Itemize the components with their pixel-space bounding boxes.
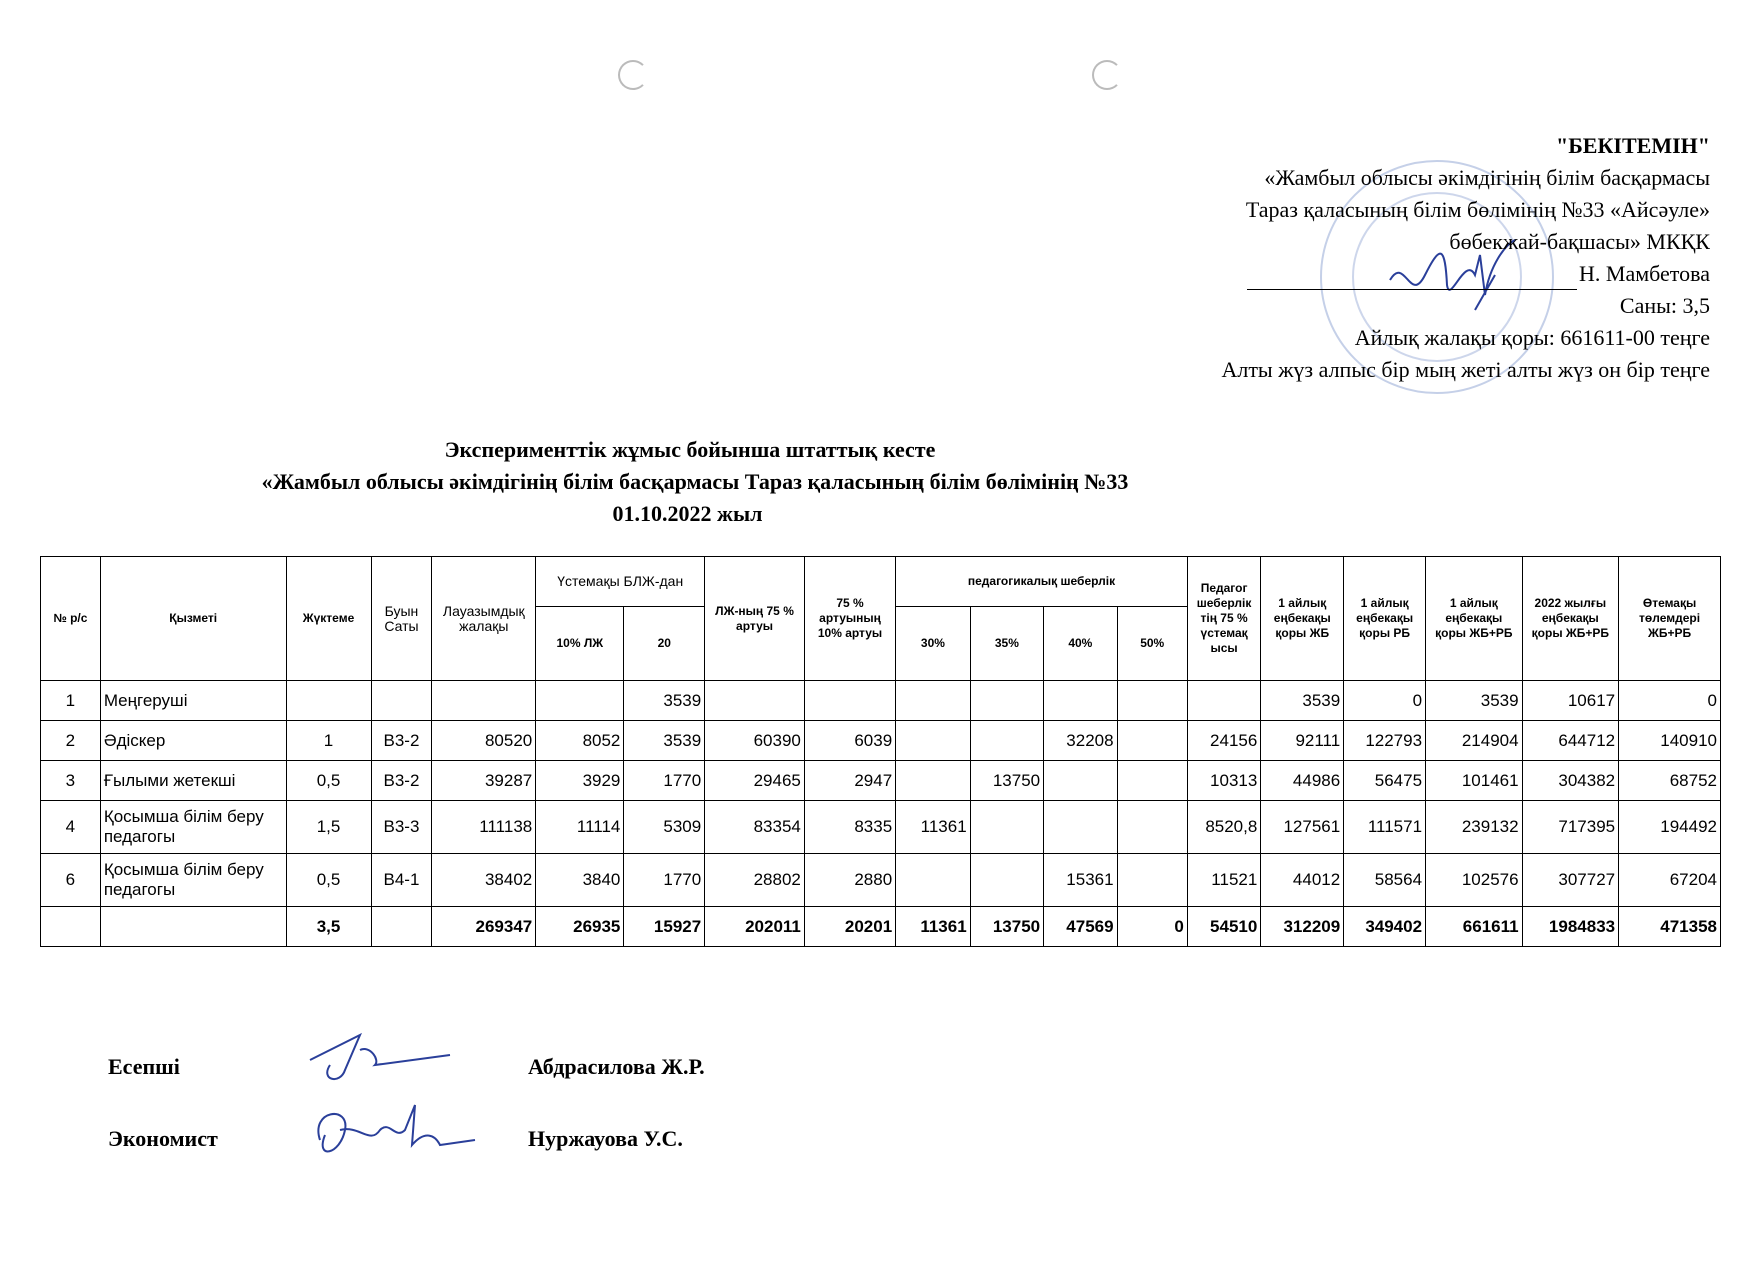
approval-fund-words: Алты жүз алпыс бір мың жеті алты жүз он бір теңге	[1221, 357, 1710, 382]
cell-p35: 13750	[970, 907, 1043, 947]
cell-load: 0,5	[286, 854, 371, 907]
cell-lzh75: 83354	[705, 801, 805, 854]
cell-lzh75: 28802	[705, 854, 805, 907]
cell-jb: 127561	[1261, 801, 1344, 854]
scan-artifact	[618, 60, 648, 90]
cell-salary	[432, 681, 536, 721]
cell-y2022: 304382	[1522, 761, 1619, 801]
cell-rb: 56475	[1344, 761, 1426, 801]
cell-position: Қосымша білім беру педагогы	[100, 801, 286, 854]
cell-inc75: 2880	[804, 854, 895, 907]
cell-rb: 58564	[1344, 854, 1426, 907]
header-fund-2022: 2022 жылғы еңбекақы қоры ЖБ+РБ	[1522, 557, 1619, 681]
cell-p50	[1117, 761, 1187, 801]
cell-num: 3	[41, 761, 101, 801]
header-compensation: Өтемақы төлемдері ЖБ+РБ	[1619, 557, 1721, 681]
cell-jb: 44986	[1261, 761, 1344, 801]
cell-num	[41, 907, 101, 947]
cell-p50	[1117, 801, 1187, 854]
cell-position: Меңгеруші	[100, 681, 286, 721]
cell-salary: 80520	[432, 721, 536, 761]
cell-p30	[896, 721, 971, 761]
cell-p35	[970, 721, 1043, 761]
header-num: № р/с	[41, 557, 101, 681]
cell-p30	[896, 761, 971, 801]
cell-p30: 11361	[896, 907, 971, 947]
cell-y2022: 717395	[1522, 801, 1619, 854]
cell-jbrb: 102576	[1426, 854, 1523, 907]
cell-grade	[371, 681, 432, 721]
table-body	[41, 681, 1721, 947]
approval-signer-line	[910, 258, 1710, 290]
approval-org-line2: Тараз қаласының білім бөлімінің №33 «Айсәуле»	[1245, 197, 1710, 222]
header-bonus-group: Үстемақы БЛЖ-дан	[536, 557, 705, 607]
cell-grade: В3-2	[371, 721, 432, 761]
cell-p30: 11361	[896, 801, 971, 854]
cell-p40: 15361	[1044, 854, 1117, 907]
cell-y2022: 10617	[1522, 681, 1619, 721]
accountant-signature	[300, 1025, 460, 1085]
header-p50: 50%	[1117, 607, 1187, 681]
table-row	[41, 854, 1721, 907]
approval-block	[910, 130, 1710, 386]
approval-signer: Н. Мамбетова	[1579, 261, 1710, 286]
cell-num: 4	[41, 801, 101, 854]
approval-heading: "БЕКІТЕМІН"	[1556, 133, 1710, 158]
cell-grade: В4-1	[371, 854, 432, 907]
cell-b20: 1770	[624, 761, 705, 801]
cell-p40	[1044, 681, 1117, 721]
title-line1: Эксперименттік жұмыс бойынша штаттық кесте	[444, 437, 936, 462]
cell-jb: 3539	[1261, 681, 1344, 721]
cell-comp: 67204	[1619, 854, 1721, 907]
cell-ped75: 11521	[1187, 854, 1260, 907]
cell-b10	[536, 681, 624, 721]
cell-b20: 5309	[624, 801, 705, 854]
cell-ped75: 8520,8	[1187, 801, 1260, 854]
cell-b20: 15927	[624, 907, 705, 947]
header-position: Қызметі	[100, 557, 286, 681]
cell-comp: 471358	[1619, 907, 1721, 947]
cell-load: 0,5	[286, 761, 371, 801]
cell-position: Қосымша білім беру педагогы	[100, 854, 286, 907]
cell-p50: 0	[1117, 907, 1187, 947]
cell-comp: 140910	[1619, 721, 1721, 761]
cell-b10: 26935	[536, 907, 624, 947]
cell-position: Ғылыми жетекші	[100, 761, 286, 801]
header-p30: 30%	[896, 607, 971, 681]
table-row	[41, 801, 1721, 854]
cell-p35	[970, 801, 1043, 854]
cell-p40	[1044, 801, 1117, 854]
cell-p30	[896, 854, 971, 907]
cell-salary: 111138	[432, 801, 536, 854]
header-lzh75: ЛЖ-ның 75 % артуы	[705, 557, 805, 681]
cell-p50	[1117, 721, 1187, 761]
header-bonus-20: 20	[624, 607, 705, 681]
header-fund-rb: 1 айлық еңбекақы қоры РБ	[1344, 557, 1426, 681]
cell-ped75: 10313	[1187, 761, 1260, 801]
cell-p35	[970, 854, 1043, 907]
approval-count: Саны: 3,5	[1619, 293, 1710, 318]
cell-grade: В3-2	[371, 761, 432, 801]
cell-rb: 0	[1344, 681, 1426, 721]
header-bonus-10: 10% ЛЖ	[536, 607, 624, 681]
header-p35: 35%	[970, 607, 1043, 681]
cell-jb: 44012	[1261, 854, 1344, 907]
cell-rb: 349402	[1344, 907, 1426, 947]
cell-num: 2	[41, 721, 101, 761]
cell-b20: 3539	[624, 681, 705, 721]
cell-jbrb: 239132	[1426, 801, 1523, 854]
staff-schedule-table	[40, 556, 1721, 947]
table-row	[41, 761, 1721, 801]
cell-b10: 3840	[536, 854, 624, 907]
cell-comp: 194492	[1619, 801, 1721, 854]
header-p40: 40%	[1044, 607, 1117, 681]
cell-p40: 32208	[1044, 721, 1117, 761]
header-ped75: Педагог шеберлік тің 75 % үстемақ ысы	[1187, 557, 1260, 681]
header-fund-jbrb: 1 айлық еңбекақы қоры ЖБ+РБ	[1426, 557, 1523, 681]
cell-p50	[1117, 854, 1187, 907]
cell-b20: 3539	[624, 721, 705, 761]
cell-num: 6	[41, 854, 101, 907]
cell-b10: 8052	[536, 721, 624, 761]
approval-org-line3: бөбекжай-бақшасы» МКҚК	[1449, 229, 1710, 254]
economist-name: Нуржауова У.С.	[528, 1126, 683, 1151]
cell-b20: 1770	[624, 854, 705, 907]
header-salary: Лауазымдық жалақы	[432, 557, 536, 681]
approval-fund: Айлық жалақы қоры: 661611-00 теңге	[1354, 325, 1710, 350]
cell-load: 3,5	[286, 907, 371, 947]
header-load: Жүктеме	[286, 557, 371, 681]
cell-jbrb: 3539	[1426, 681, 1523, 721]
table-row	[41, 721, 1721, 761]
document-title	[60, 434, 1460, 530]
accountant-name: Абдрасилова Ж.Р.	[528, 1054, 705, 1079]
cell-y2022: 644712	[1522, 721, 1619, 761]
accountant-role: Есепші	[108, 1054, 180, 1079]
cell-inc75: 2947	[804, 761, 895, 801]
header-row-1	[41, 557, 1721, 607]
cell-p40: 47569	[1044, 907, 1117, 947]
cell-num: 1	[41, 681, 101, 721]
cell-jbrb: 101461	[1426, 761, 1523, 801]
economist-signature	[300, 1100, 480, 1170]
cell-load	[286, 681, 371, 721]
cell-inc75: 8335	[804, 801, 895, 854]
cell-load: 1,5	[286, 801, 371, 854]
signature-line	[1247, 289, 1577, 290]
header-inc75: 75 % артуының 10% артуы	[804, 557, 895, 681]
cell-salary: 39287	[432, 761, 536, 801]
total-row	[41, 907, 1721, 947]
cell-y2022: 307727	[1522, 854, 1619, 907]
cell-jbrb: 661611	[1426, 907, 1523, 947]
cell-lzh75: 202011	[705, 907, 805, 947]
cell-salary: 38402	[432, 854, 536, 907]
cell-p50	[1117, 681, 1187, 721]
cell-rb: 122793	[1344, 721, 1426, 761]
cell-lzh75: 60390	[705, 721, 805, 761]
cell-inc75: 20201	[804, 907, 895, 947]
cell-salary: 269347	[432, 907, 536, 947]
cell-ped75	[1187, 681, 1260, 721]
scan-artifact	[1092, 60, 1122, 90]
cell-p40	[1044, 761, 1117, 801]
economist-role: Экономист	[108, 1126, 218, 1151]
cell-ped75: 24156	[1187, 721, 1260, 761]
cell-grade: В3-3	[371, 801, 432, 854]
header-grade: Буын Саты	[371, 557, 432, 681]
cell-p35	[970, 681, 1043, 721]
header-ped-group: педагогикалық шеберлік	[896, 557, 1188, 607]
cell-p35: 13750	[970, 761, 1043, 801]
cell-ped75: 54510	[1187, 907, 1260, 947]
cell-load: 1	[286, 721, 371, 761]
cell-position	[100, 907, 286, 947]
cell-comp: 68752	[1619, 761, 1721, 801]
cell-position: Әдіскер	[100, 721, 286, 761]
cell-b10: 11114	[536, 801, 624, 854]
header-fund-jb: 1 айлық еңбекақы қоры ЖБ	[1261, 557, 1344, 681]
cell-comp: 0	[1619, 681, 1721, 721]
cell-b10: 3929	[536, 761, 624, 801]
cell-jb: 312209	[1261, 907, 1344, 947]
cell-lzh75: 29465	[705, 761, 805, 801]
table-row	[41, 681, 1721, 721]
cell-jb: 92111	[1261, 721, 1344, 761]
approval-org-line1: «Жамбыл облысы әкімдігінің білім басқармасы	[1264, 165, 1710, 190]
cell-y2022: 1984833	[1522, 907, 1619, 947]
cell-grade	[371, 907, 432, 947]
cell-p30	[896, 681, 971, 721]
title-line3: 01.10.2022 жыл	[612, 501, 763, 526]
cell-jbrb: 214904	[1426, 721, 1523, 761]
cell-inc75	[804, 681, 895, 721]
title-line2: «Жамбыл облысы әкімдігінің білім басқармасы Тараз қаласының білім бөлімінің №33	[261, 469, 1129, 494]
cell-lzh75	[705, 681, 805, 721]
cell-rb: 111571	[1344, 801, 1426, 854]
cell-inc75: 6039	[804, 721, 895, 761]
